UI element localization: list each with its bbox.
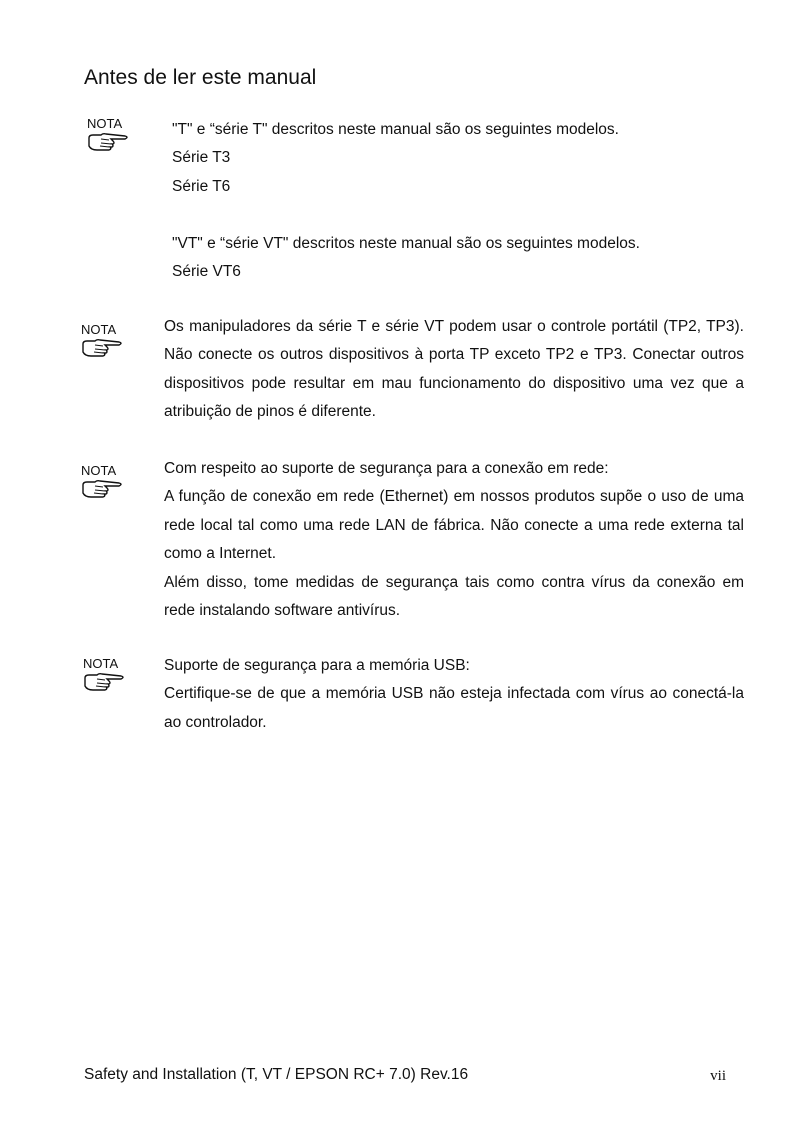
page-title: Antes de ler este manual (84, 66, 317, 89)
pointing-hand-icon (81, 338, 125, 360)
note-4-body (164, 652, 744, 737)
note-4-paragraph: Certifique-se de que a memória USB não esteja infectada com vírus ao conectá-la ao controlador. (164, 685, 744, 731)
note-1-line: "T" e “série T" descritos neste manual são os seguintes modelos. (172, 121, 619, 138)
note-label: NOTA (81, 463, 117, 478)
note-1-line: "VT" e “série VT" descritos neste manual são os seguintes modelos. (172, 234, 640, 252)
note-1-line: Série T6 (172, 177, 231, 195)
note-3-paragraph: A função de conexão em rede (Ethernet) em nossos produtos supõe o uso de uma rede local tal como uma rede LAN de fábrica. Não conecte a uma rede externa tal como a Internet. (164, 488, 744, 563)
note-label: NOTA (81, 322, 117, 337)
note-badge (83, 656, 139, 694)
note-badge (81, 463, 137, 501)
pointing-hand-icon (87, 132, 131, 154)
note-label: NOTA (87, 116, 123, 131)
note-3-paragraph: Além disso, tome medidas de segurança tais como contra vírus da conexão em rede instalando software antivírus. (164, 573, 744, 620)
note-3-body (164, 455, 744, 625)
note-3-paragraph: Com respeito ao suporte de segurança para a conexão em rede: (164, 460, 609, 477)
note-4-paragraph: Suporte de segurança para a memória USB: (164, 657, 470, 674)
note-label: NOTA (83, 656, 119, 671)
page-number: vii (710, 1068, 726, 1084)
note-badge (87, 116, 143, 154)
pointing-hand-icon (81, 479, 125, 501)
note-2-paragraph: Os manipuladores da série T e série VT podem usar o controle portátil (TP2, TP3). Não conecte os outros dispositivos à porta TP exceto TP2 e TP3. Conectar outros dispositivos pode resultar em mau funcionamento do dispositivo uma vez que a atribuição de pinos é diferente. (164, 318, 744, 421)
footer-doc-title: Safety and Installation (T, VT / EPSON RC+ 7.0) Rev.16 (84, 1066, 469, 1083)
note-badge (81, 322, 137, 360)
note-1-line: Série VT6 (172, 263, 241, 281)
note-2-body (164, 313, 744, 427)
note-1-body (172, 116, 752, 286)
pointing-hand-icon (83, 672, 127, 694)
note-1-line: Série T3 (172, 149, 231, 167)
